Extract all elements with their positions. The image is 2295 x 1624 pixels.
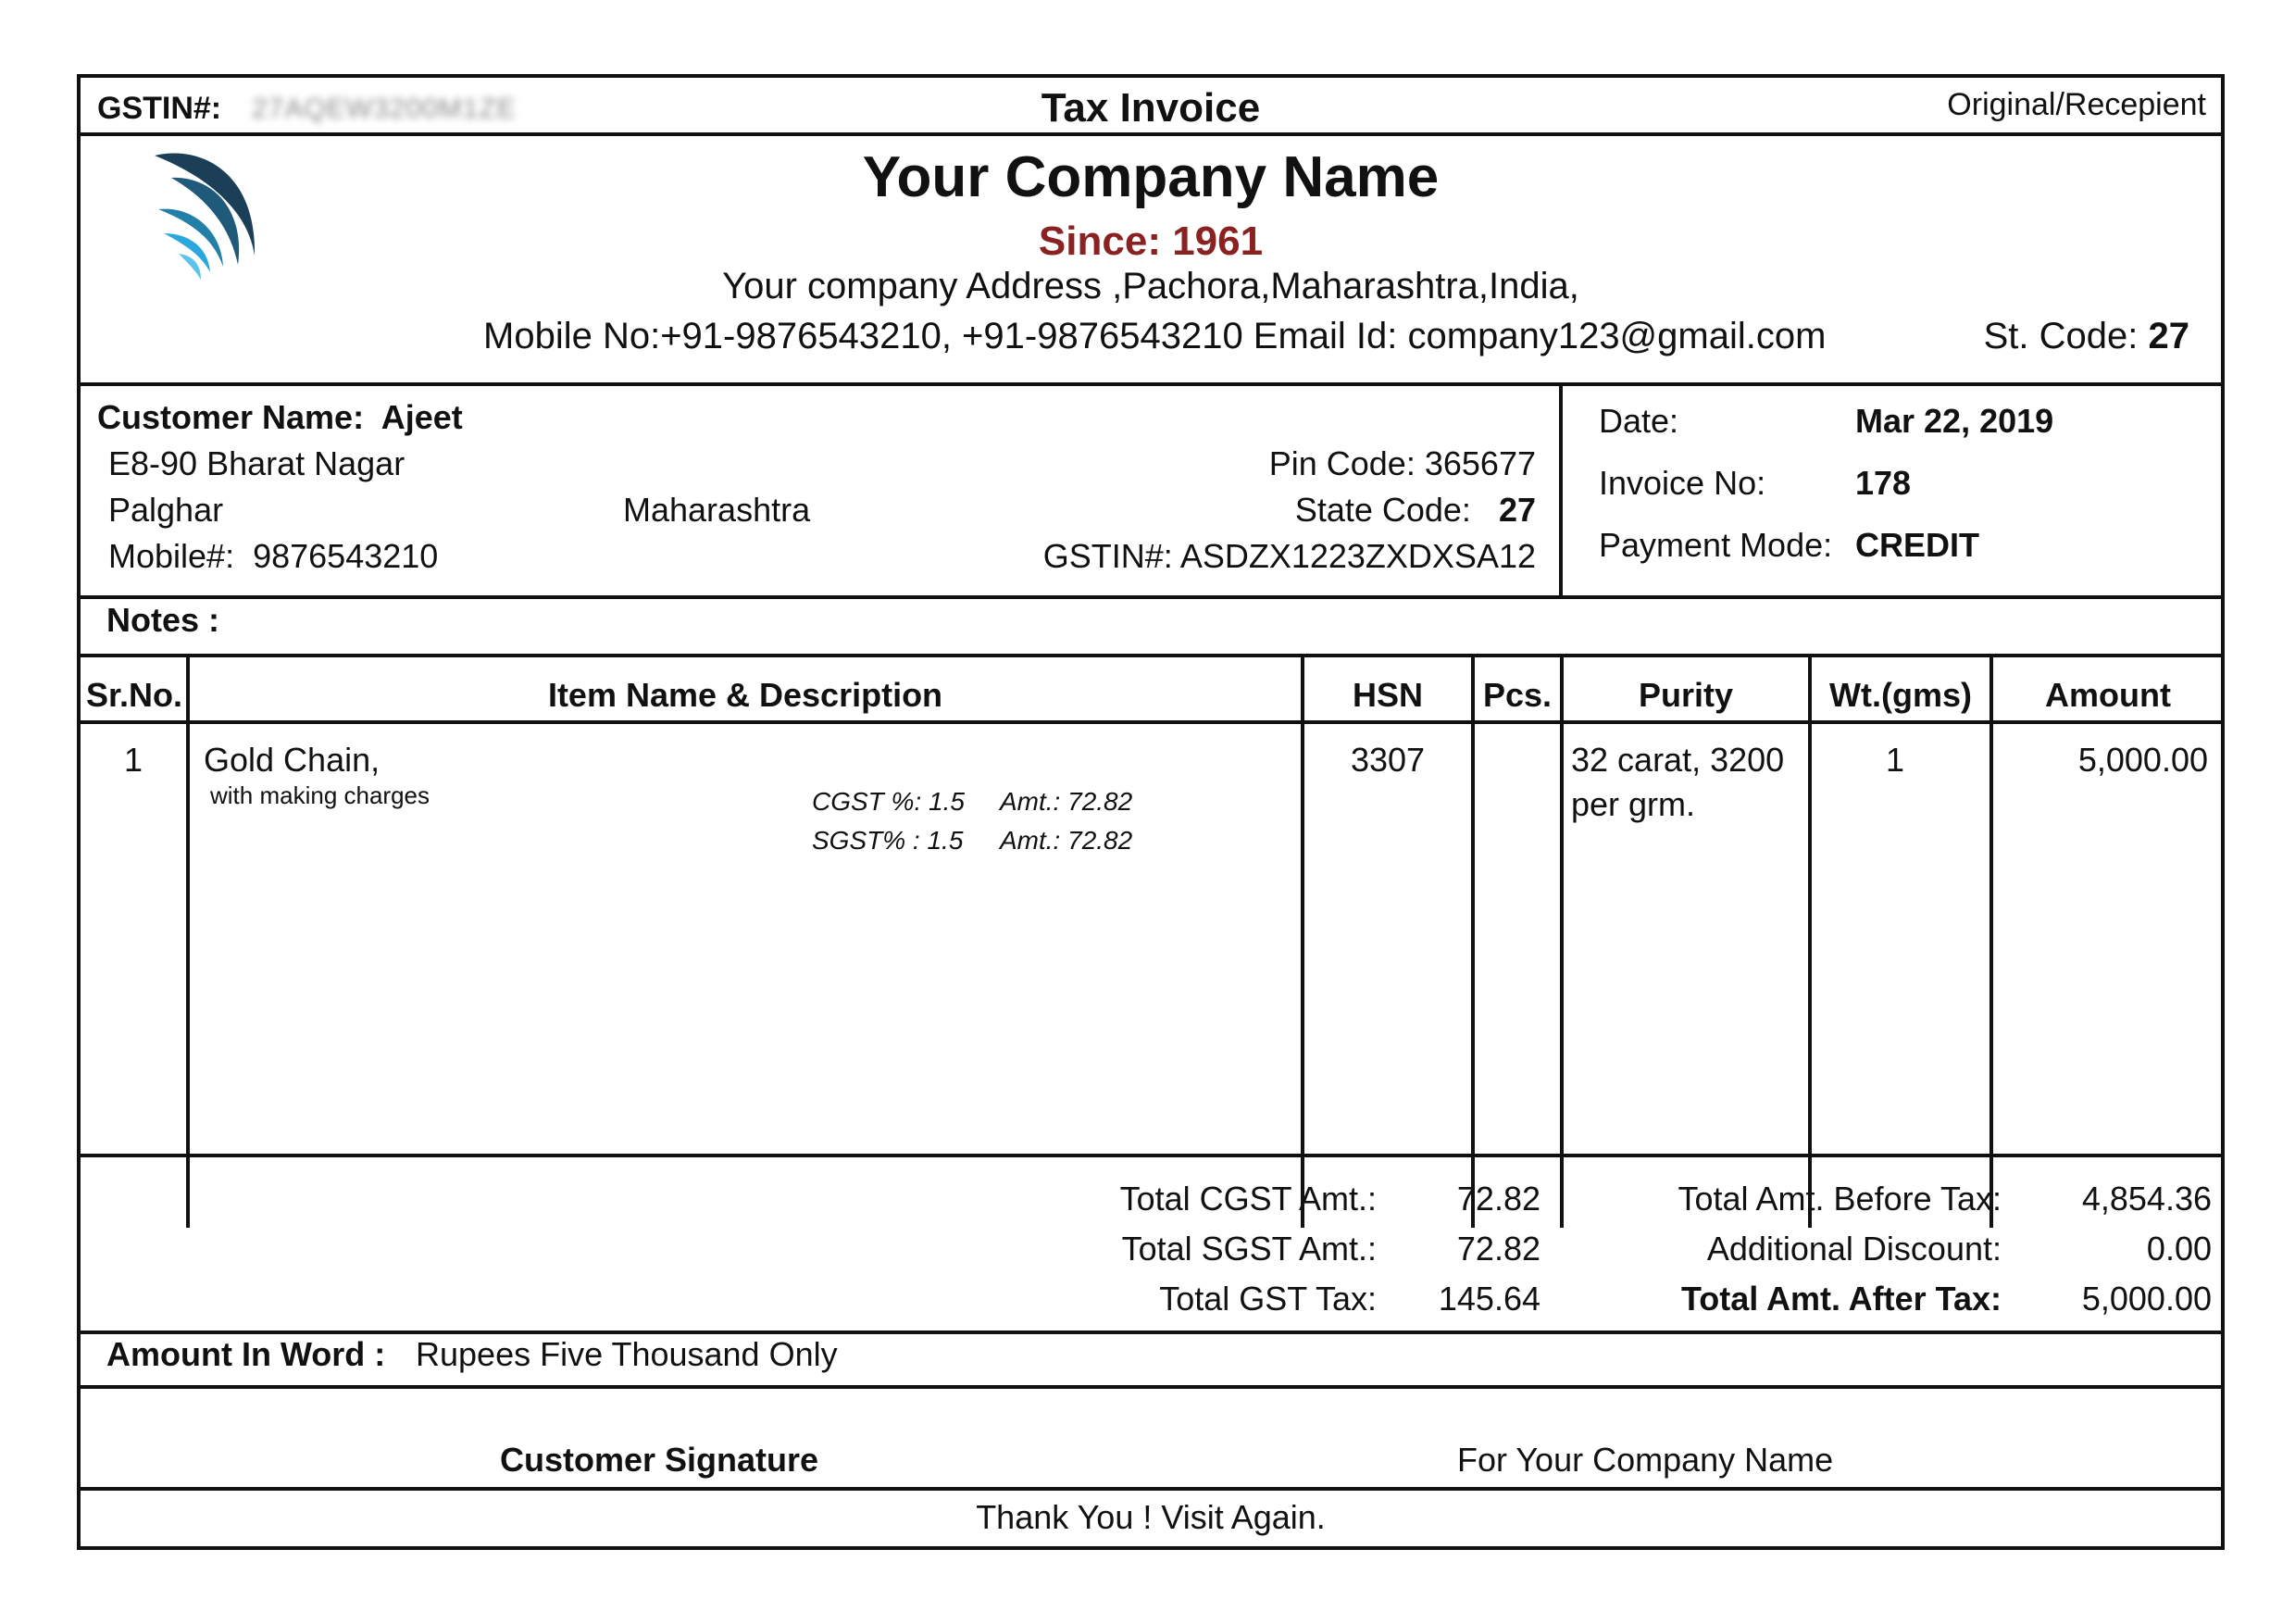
customer-pin-label: Pin Code: [1268,444,1416,482]
col-header-sr: Sr.No. [85,676,183,714]
total-cgst-label: Total CGST Amt.: [1119,1180,1377,1218]
amount-in-words-label: Amount In Word : [106,1335,386,1373]
customer-pin-value: 365677 [1424,444,1536,482]
row-purity-line2: per grm. [1571,785,1696,823]
row-sgst-amount: Amt.: 72.82 [1000,826,1133,855]
col-header-weight: Wt.(gms) [1829,676,1972,714]
row-description: with making charges [210,781,430,809]
divider [81,1154,2221,1157]
company-signature-label: For Your Company Name [1457,1441,1834,1479]
total-gst-label: Total GST Tax: [1159,1280,1377,1318]
company-state-code [1984,316,2189,357]
invoice-date-value: Mar 22, 2019 [1855,402,2054,440]
column-divider [186,654,190,1228]
after-tax-label: Total Amt. After Tax: [1680,1280,2002,1318]
row-hsn: 3307 [1350,741,1426,779]
customer-state-code [1295,491,1536,530]
total-cgst-value: 72.82 [1456,1180,1540,1218]
total-gst-value: 145.64 [1438,1280,1540,1318]
seller-gstin-label: GSTIN#: [97,91,222,126]
discount-value: 0.00 [2146,1230,2212,1268]
column-divider [1989,654,1993,1228]
divider [81,1487,2221,1491]
divider [81,1385,2221,1389]
state-code-value: 27 [2148,316,2189,356]
customer-state-code-label: State Code: [1294,491,1471,529]
customer-mobile [108,537,438,576]
customer-gstin [1043,537,1536,576]
customer-gstin-label: GSTIN#: [1042,537,1173,575]
customer-state-code-value: 27 [1498,491,1536,529]
customer-state: Maharashtra [623,491,811,529]
divider [81,132,2221,136]
column-divider [1301,654,1304,1228]
before-tax-label: Total Amt. Before Tax: [1678,1180,2002,1218]
column-divider [1808,654,1812,1228]
divider [81,720,2221,724]
company-since: Since: 1961 [1038,219,1264,264]
total-sgst-value: 72.82 [1456,1230,1540,1268]
customer-name-label: Customer Name: [97,398,365,436]
payment-mode-value: CREDIT [1855,526,1979,564]
customer-signature-label: Customer Signature [500,1441,819,1479]
invoice-sheet [77,74,2225,1550]
row-weight: 1 [1885,741,1904,779]
after-tax-value: 5,000.00 [2081,1280,2212,1318]
row-cgst-amount: Amt.: 72.82 [1000,787,1133,816]
col-header-purity: Purity [1638,676,1734,714]
divider [81,654,2221,657]
total-sgst-label: Total SGST Amt.: [1121,1230,1377,1268]
divider [1559,382,1563,595]
col-header-amount: Amount [2045,676,2171,714]
customer-name [97,398,463,437]
row-sr: 1 [124,741,143,779]
company-contact: Mobile No:+91-9876543210, +91-9876543210 Email Id: company123@gmail.com [483,316,1827,356]
invoice-date-label: Date: [1599,402,1679,440]
amount-in-words-value: Rupees Five Thousand Only [416,1335,838,1373]
divider [81,595,2221,599]
row-sgst: SGST% : 1.5 [812,826,964,855]
customer-mobile-label: Mobile#: [108,537,235,575]
divider [81,1330,2221,1334]
thank-you-message: Thank You ! Visit Again. [976,1498,1326,1536]
col-header-hsn: HSN [1352,676,1423,714]
col-header-pcs: Pcs. [1482,676,1553,714]
payment-mode-label: Payment Mode: [1599,526,1833,564]
invoice-number-label: Invoice No: [1599,464,1766,502]
row-purity-line1: 32 carat, 3200 [1571,741,1785,779]
column-divider [1471,654,1475,1228]
customer-name-value: Ajeet [380,398,463,436]
state-code-label: St. Code: [1983,316,2139,356]
invoice-number-value: 178 [1855,464,1912,502]
row-cgst: CGST %: 1.5 [812,787,965,816]
column-divider [1560,654,1564,1228]
customer-mobile-value: 9876543210 [253,537,439,575]
customer-pin [1269,444,1536,483]
discount-label: Additional Discount: [1706,1230,2002,1268]
row-amount: 5,000.00 [2077,741,2208,779]
col-header-item: Item Name & Description [547,676,943,714]
company-address: Your company Address ,Pachora,Maharashtra,India, [722,266,1579,306]
company-name: Your Company Name [862,145,1440,209]
before-tax-value: 4,854.36 [2081,1180,2212,1218]
notes-label: Notes : [106,601,220,639]
customer-gstin-value: ASDZX1223ZXDXSA12 [1179,537,1536,575]
seller-gstin-value: 27AQEW3200M1ZE [252,94,517,124]
customer-city: Palghar [108,491,224,529]
copy-type-label: Original/Recepient [1947,87,2206,122]
divider [81,382,2221,386]
invoice-title: Tax Invoice [1041,85,1261,131]
customer-address: E8-90 Bharat Nagar [108,444,405,482]
row-item: Gold Chain, [204,741,380,779]
